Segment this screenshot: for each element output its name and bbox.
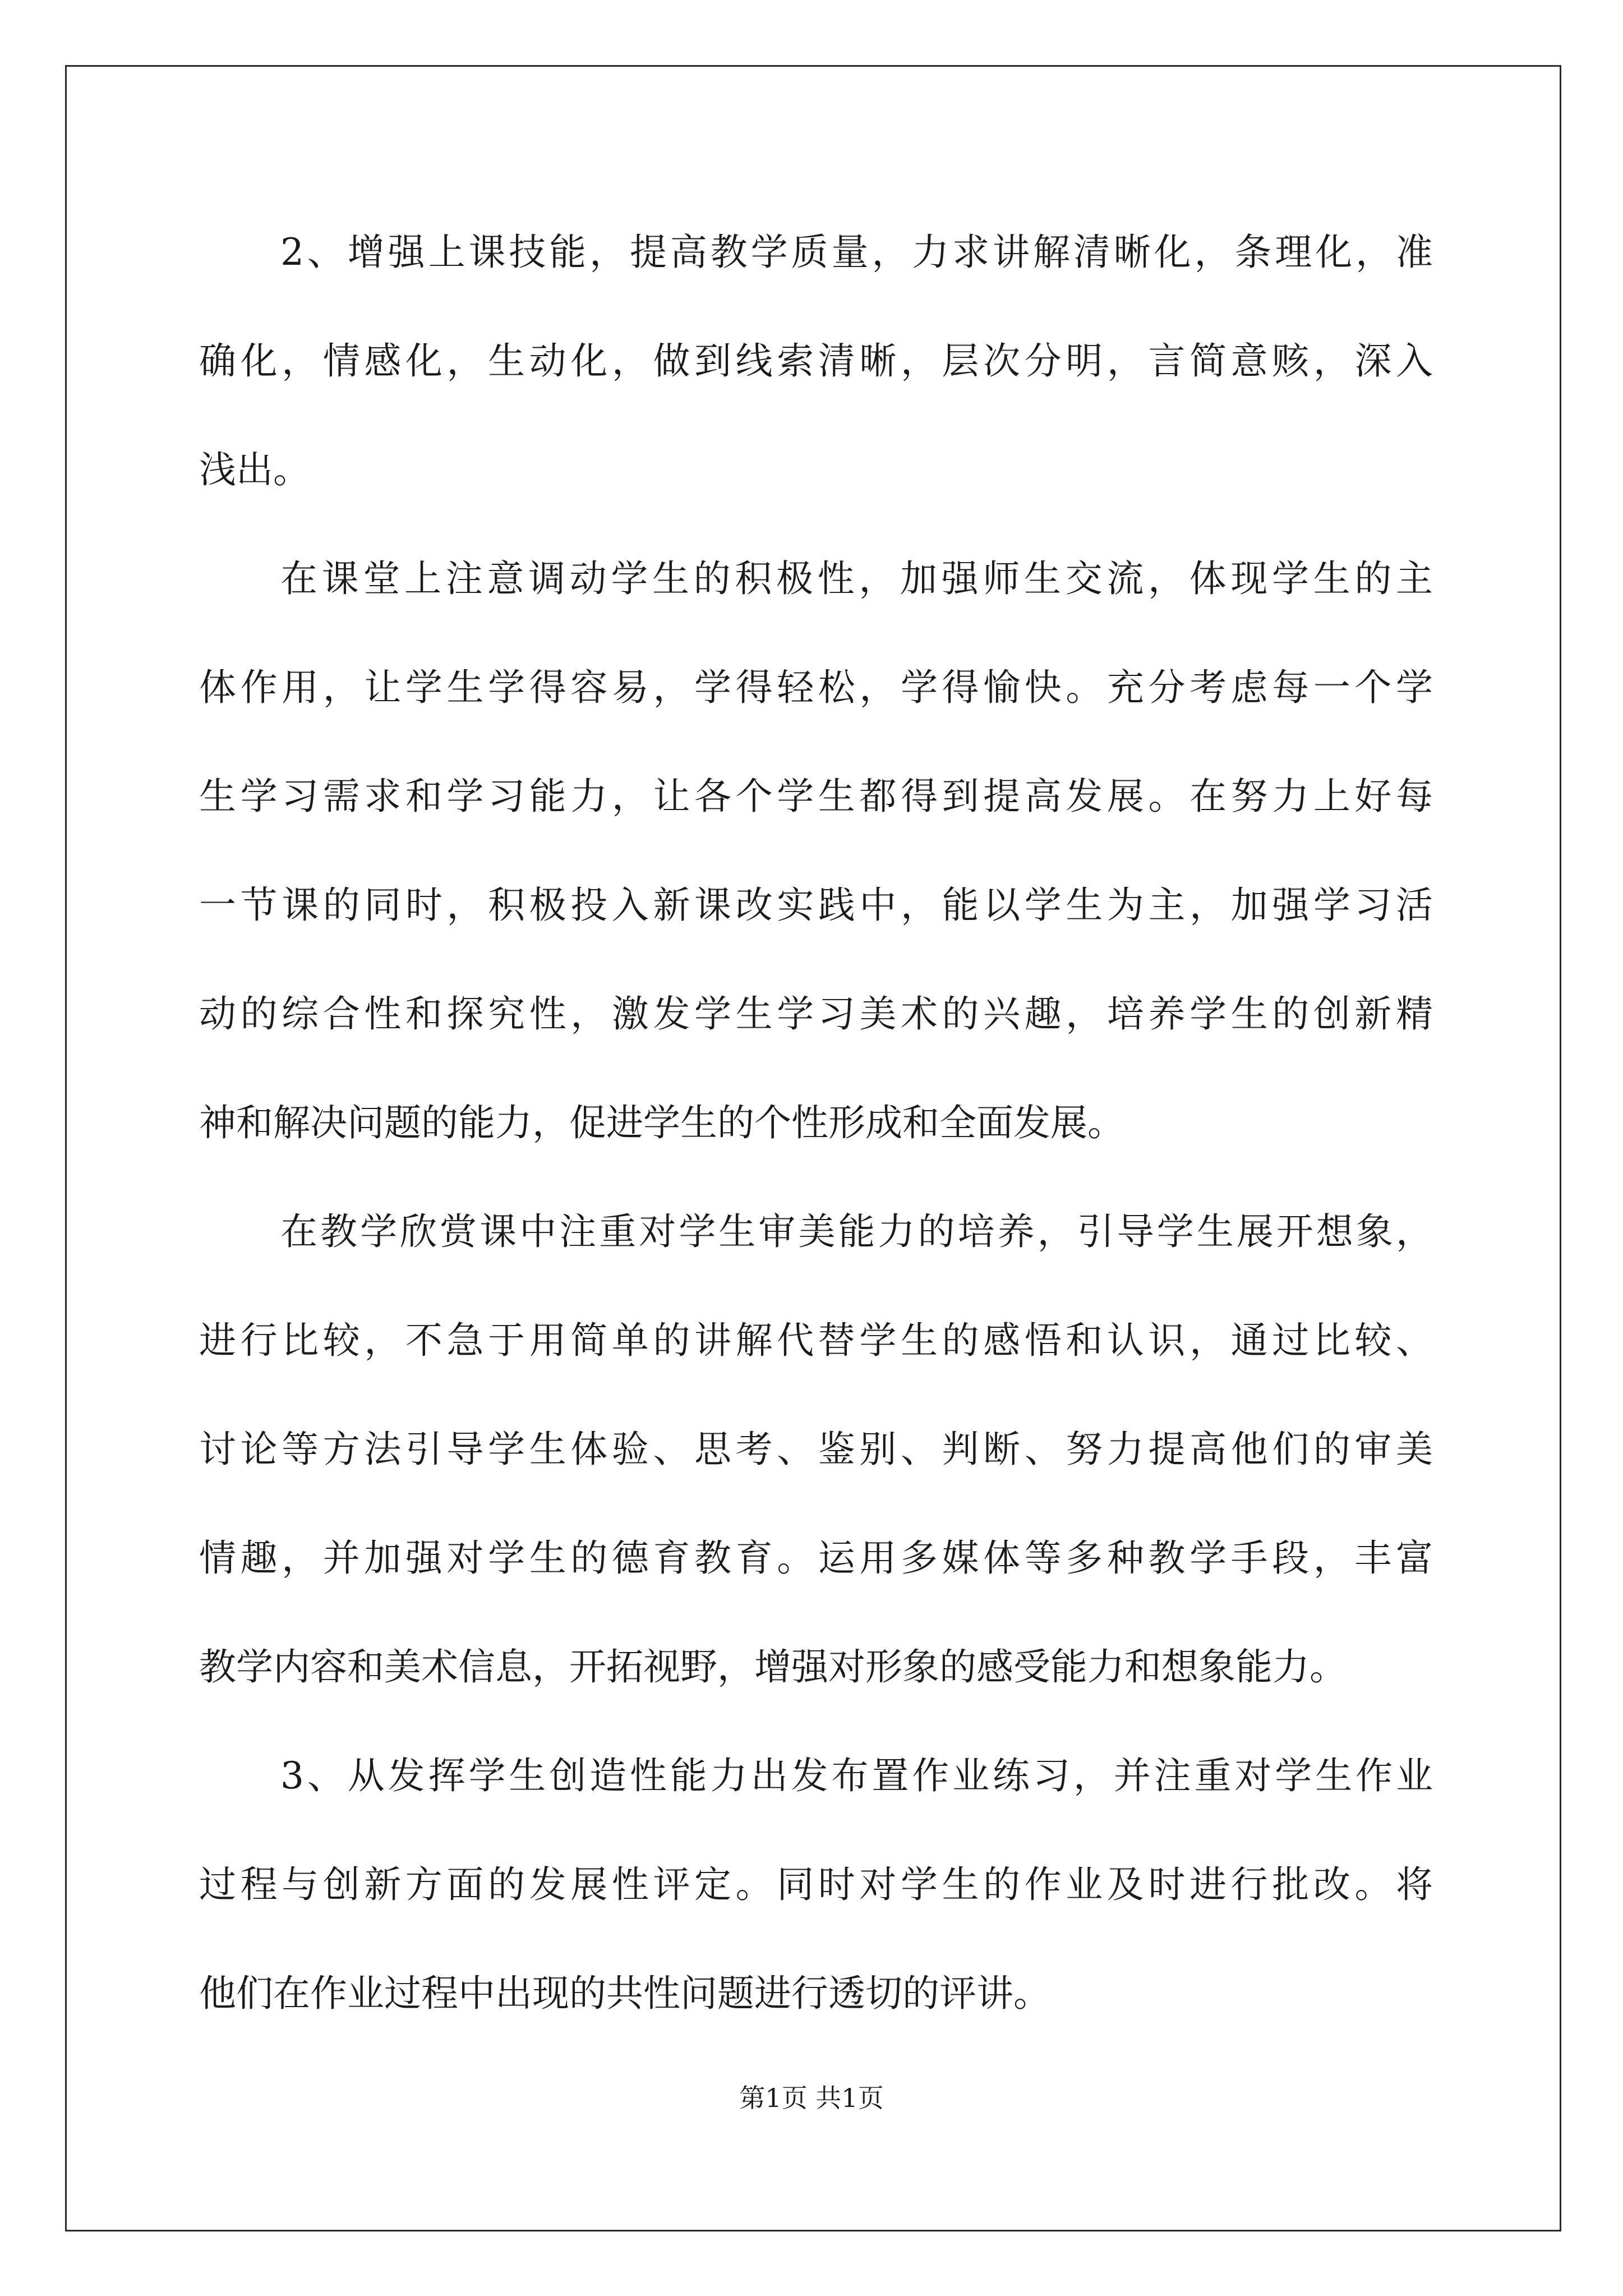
document-body <box>199 219 1433 2069</box>
text-line: 在课堂上注意调动学生的积极性，加强师生交流，体现学生的主 <box>280 557 1433 600</box>
text-line: 教学内容和美术信息，开拓视野，增强对形象的感受能力和想象能力。 <box>199 1645 1347 1688</box>
text-line: 动的综合性和探究性，激发学生学习美术的兴趣，培养学生的创新精 <box>199 992 1433 1036</box>
text-line: 体作用，让学生学得容易，学得轻松，学得愉快。充分考虑每一个学 <box>199 666 1433 709</box>
text-line: 过程与创新方面的发展性评定。同时对学生的作业及时进行批改。将 <box>199 1863 1433 1906</box>
text-line: 讨论等方法引导学生体验、思考、鉴别、判断、努力提高他们的审美 <box>199 1428 1433 1471</box>
text-line: 生学习需求和学习能力，让各个学生都得到提高发展。在努力上好每 <box>199 775 1433 818</box>
text-line: 他们在作业过程中出现的共性问题进行透切的评讲。 <box>199 1972 1050 2015</box>
text-line: 浅出。 <box>199 448 310 491</box>
page-number-label: 第1页 共1页 <box>739 2083 884 2113</box>
text-line: 一节课的同时，积极投入新课改实践中，能以学生为主，加强学习活 <box>199 884 1433 927</box>
page-footer <box>0 2081 1623 2115</box>
text-line: 3、从发挥学生创造性能力出发布置作业练习，并注重对学生作业 <box>280 1754 1433 1797</box>
text-line: 确化，情感化，生动化，做到线索清晰，层次分明，言简意赅，深入 <box>199 339 1433 383</box>
text-line: 情趣，并加强对学生的德育教育。运用多媒体等多种教学手段，丰富 <box>199 1536 1433 1580</box>
text-line: 2、增强上课技能，提高教学质量，力求讲解清晰化，条理化，准 <box>280 231 1433 274</box>
text-line: 在教学欣赏课中注重对学生审美能力的培养，引导学生展开想象， <box>280 1210 1433 1253</box>
text-line: 神和解决问题的能力，促进学生的个性形成和全面发展。 <box>199 1101 1124 1144</box>
text-line: 进行比较，不急于用简单的讲解代替学生的感悟和认识，通过比较、 <box>199 1319 1433 1362</box>
